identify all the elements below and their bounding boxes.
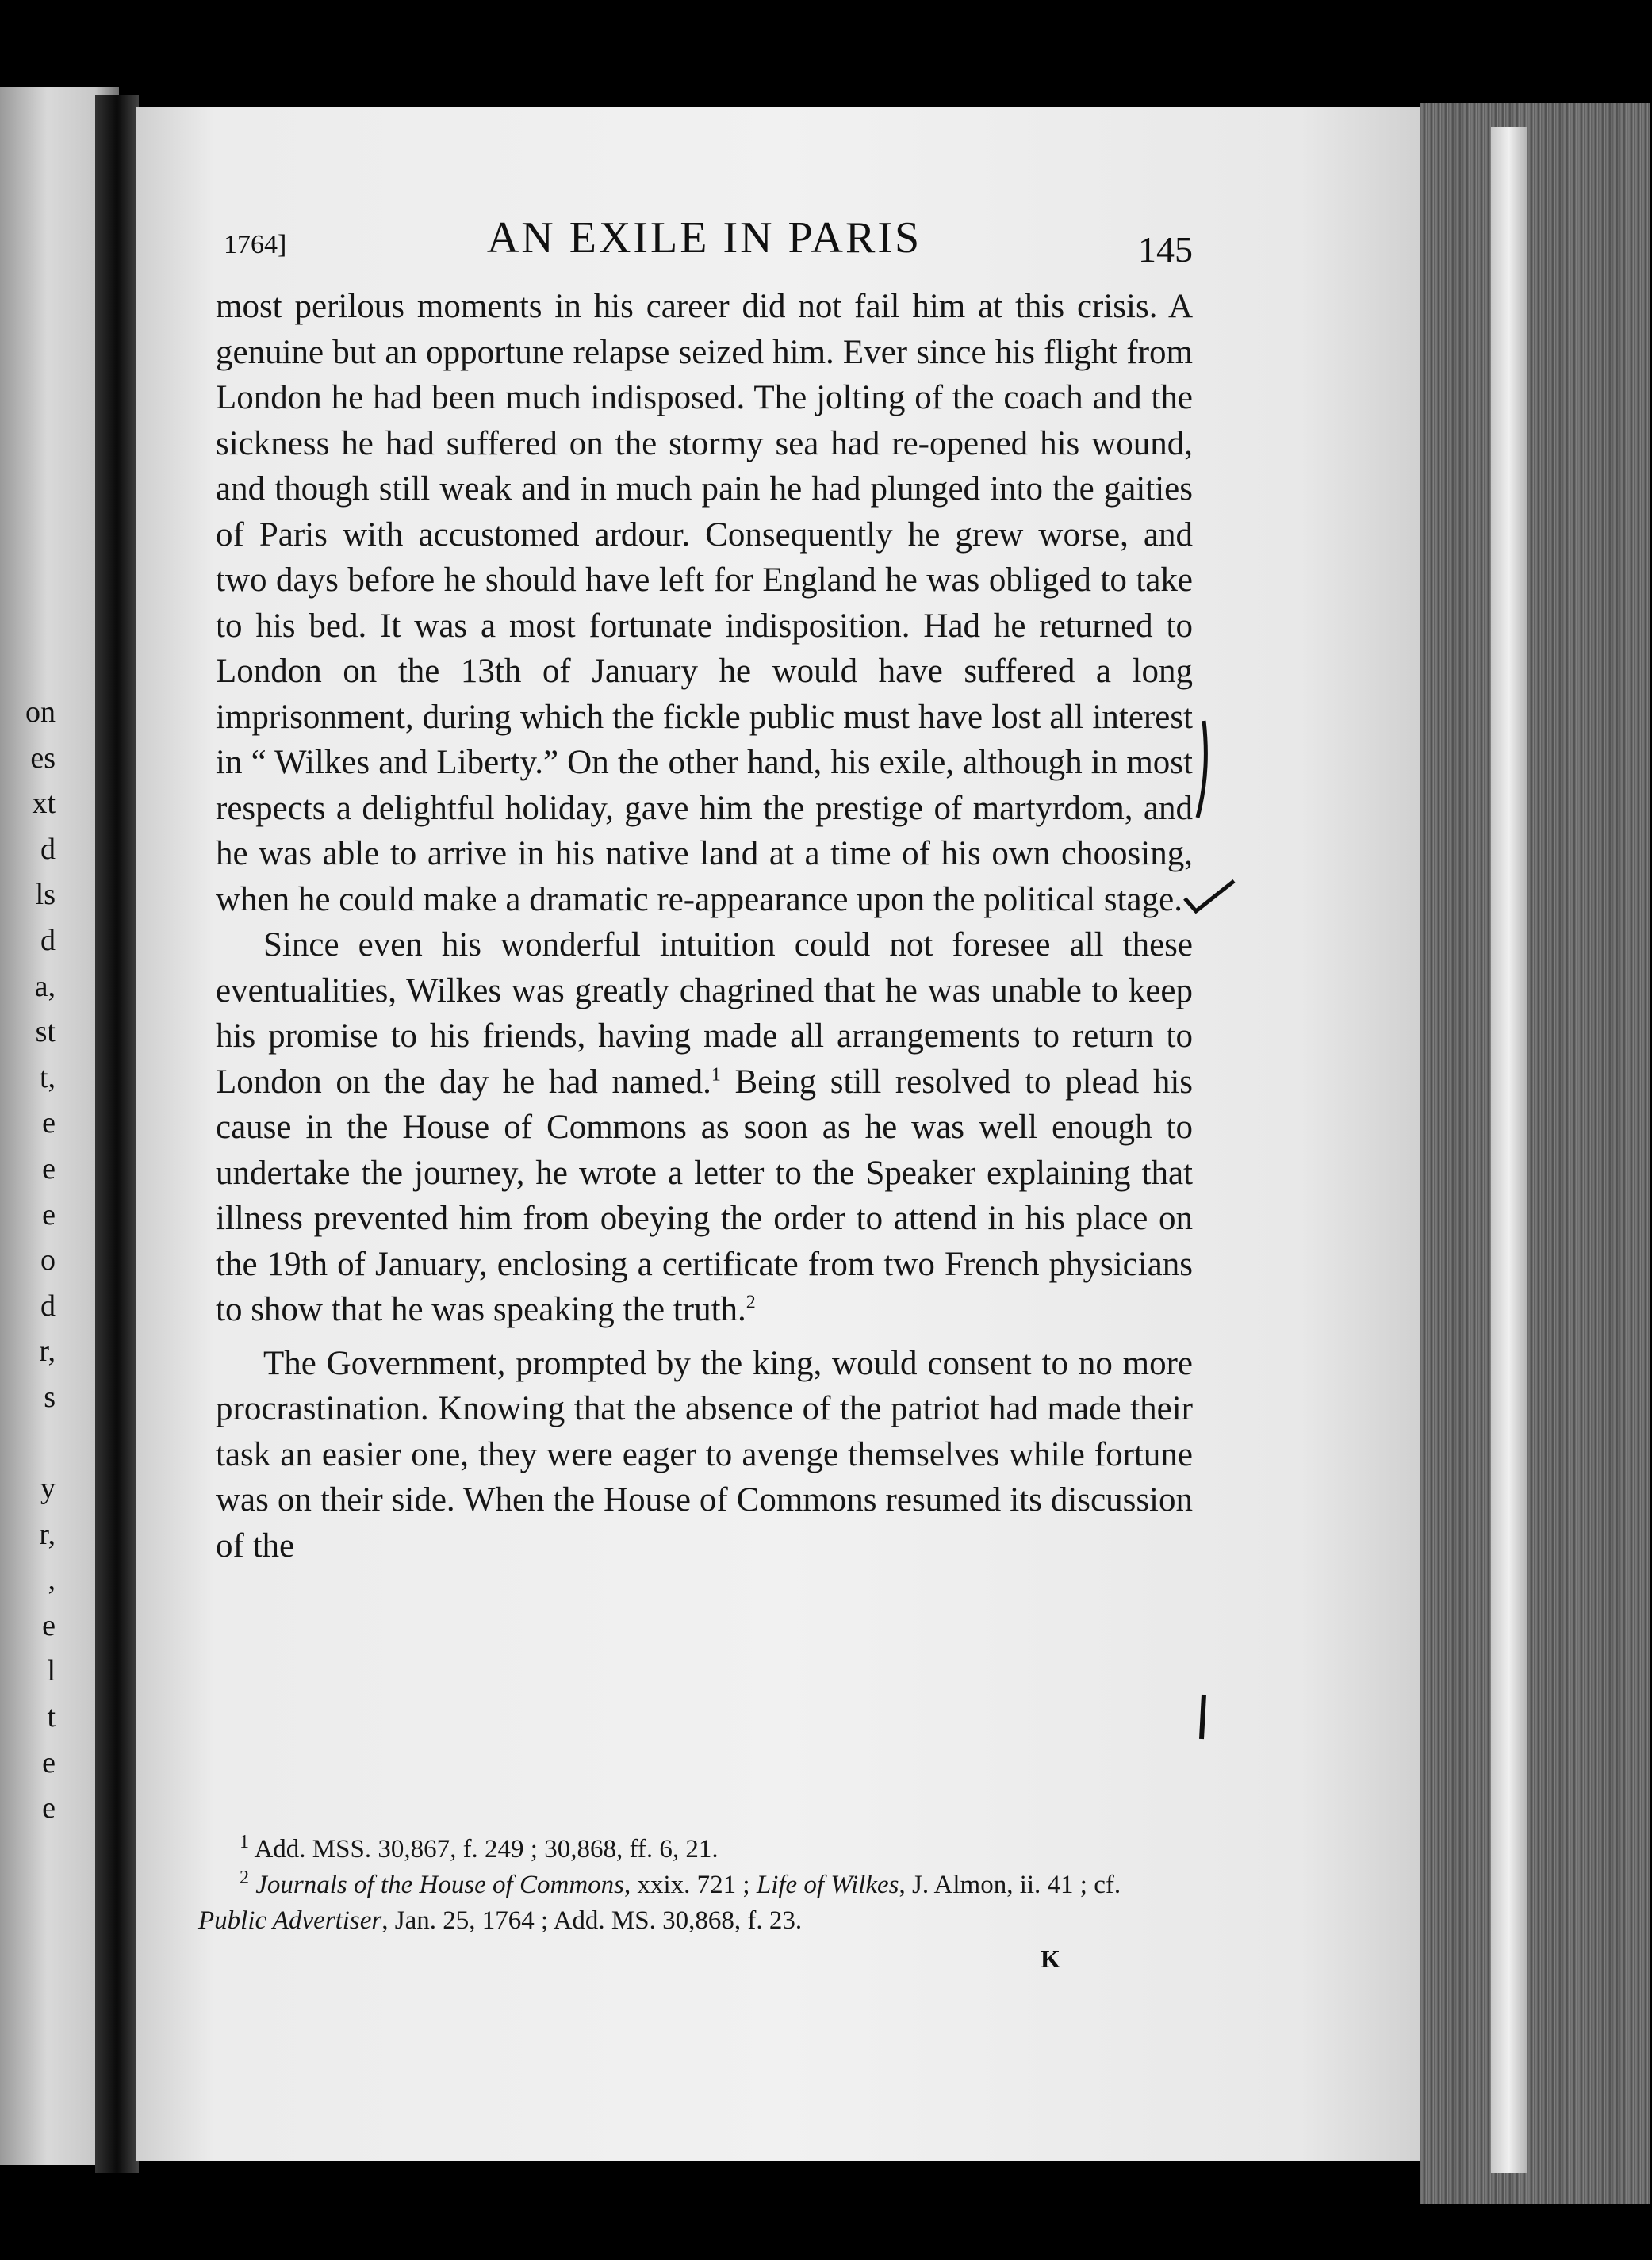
paragraph-2-text-b: Being still resolved to plead his cause in the House of Commons as soon as he was well enough to undertake the journey, he wrote a letter to the Speaker explaining that illness prevented him from obeying the order to attend in his place on the 19th of January, enclosing a certificate from two French physicians to show that he was speaking the truth. (216, 1063, 1193, 1328)
paragraph-2-text-a: Since even his wonderful intuition could not foresee all these eventualities, Wilkes was greatly chagrined that he was unable to keep his promise to his friends, having made all arrangements to return to London on the day he had named. (216, 926, 1193, 1101)
facing-page-fragment: e (42, 1745, 56, 1779)
margin-bracket-mark (1190, 718, 1213, 824)
facing-page-fragment: o (40, 1243, 56, 1277)
running-header-title: AN EXILE IN PARIS (486, 213, 922, 262)
facing-page-fragment (0, 1421, 56, 1467)
footnote-2-book-title: Life of Wilkes (756, 1871, 899, 1899)
facing-page-fragment: e (42, 1608, 56, 1642)
facing-page-fragment: e (42, 1197, 56, 1232)
page-number: 145 (1138, 229, 1193, 270)
running-header-year: 1764] (224, 230, 287, 259)
facing-page-fragment: e (42, 1151, 56, 1186)
facing-page-fragment: xt (32, 787, 56, 821)
footnote-1-text: Add. MSS. 30,867, f. 249 ; 30,868, ff. 6, 21. (254, 1835, 719, 1864)
facing-page-fragment: s (44, 1380, 56, 1414)
book-gutter (95, 95, 139, 2173)
facing-page-fragment: e (42, 1106, 56, 1140)
signature-mark: K (1041, 1944, 1060, 1973)
book-page-edges (1420, 103, 1650, 2204)
body-text (216, 284, 1193, 1569)
facing-page-fragment: d (40, 832, 56, 866)
facing-page-fragment: e (42, 1791, 56, 1825)
footnote-2-text-c: , Jan. 25, 1764 ; Add. MS. 30,868, f. 23. (381, 1906, 803, 1935)
facing-page-fragment: t (47, 1700, 56, 1734)
margin-line-mark (1198, 1693, 1209, 1744)
footnote-1 (198, 1832, 1193, 1867)
facing-page-fragment: l (47, 1654, 56, 1688)
facing-page-fragment: r, (39, 1517, 56, 1551)
footnote-2-marker: 2 (240, 1867, 249, 1888)
facing-page-fragment: , (48, 1563, 56, 1597)
facing-page-fragment: a, (34, 969, 56, 1003)
footnote-2-newspaper-title: Public Advertiser (198, 1906, 382, 1935)
footnote-ref-1[interactable]: 1 (711, 1064, 721, 1086)
facing-page-fragment: es (30, 741, 56, 775)
facing-page-fragment: r, (39, 1335, 56, 1369)
footnote-2-journal-title: Journals of the House of Commons (255, 1871, 624, 1899)
facing-page-fragment: d (40, 923, 56, 957)
footnotes (198, 1832, 1193, 1939)
facing-page-text-fragments (0, 690, 56, 1832)
margin-check-mark (1182, 876, 1237, 919)
footnote-2-text-b: , J. Almon, ii. 41 ; cf. (899, 1871, 1121, 1899)
paragraph-2 (216, 922, 1193, 1333)
book-page-edges-highlight (1491, 127, 1527, 2173)
facing-page-fragment: y (40, 1472, 56, 1506)
paragraph-3: The Government, prompted by the king, would consent to no more procrastination. Knowing that the absence of the patriot had made their task an easier one, they were eager to avenge themselves while fortune was on their side. When the House of Commons resumed its discussion of the (216, 1344, 1193, 1565)
footnote-2 (198, 1867, 1193, 1939)
footnote-ref-2[interactable]: 2 (746, 1292, 756, 1313)
facing-page-fragment: ls (35, 878, 56, 912)
footnote-2-text-a: , xxix. 721 ; (624, 1871, 757, 1899)
facing-page-fragment: on (25, 695, 56, 729)
facing-page-fragment: t, (39, 1060, 56, 1094)
running-header (216, 213, 1193, 268)
facing-page-fragment: d (40, 1289, 56, 1323)
paragraph-1: most perilous moments in his career did not fail him at this crisis. A genuine but an opportune relapse seized him. Ever since his flight from London he had been much indisposed. The jolting of the coach and the sickness he had suffered on the stormy sea had re-opened his wound, and though still weak and in much pain he had plunged into the gaities of Paris with accustomed ardour. Consequently he grew worse, and two days before he should have left for England he was obliged to take to his bed. It was a most fortunate indisposition. Had he returned to London on the 13th of January he would have suffered a long imprisonment, during which the fickle public must have lost all interest in “ Wilkes and Liberty.” On the other hand, his exile, although in most respects a delightful holiday, gave him the prestige of martyrdom, and he was able to arrive in his native land at a time of his own choosing, when he could make a dramatic re-appearance upon the political stage. (216, 288, 1193, 918)
facing-page-fragment: st (35, 1015, 56, 1049)
footnote-1-marker: 1 (240, 1832, 249, 1852)
